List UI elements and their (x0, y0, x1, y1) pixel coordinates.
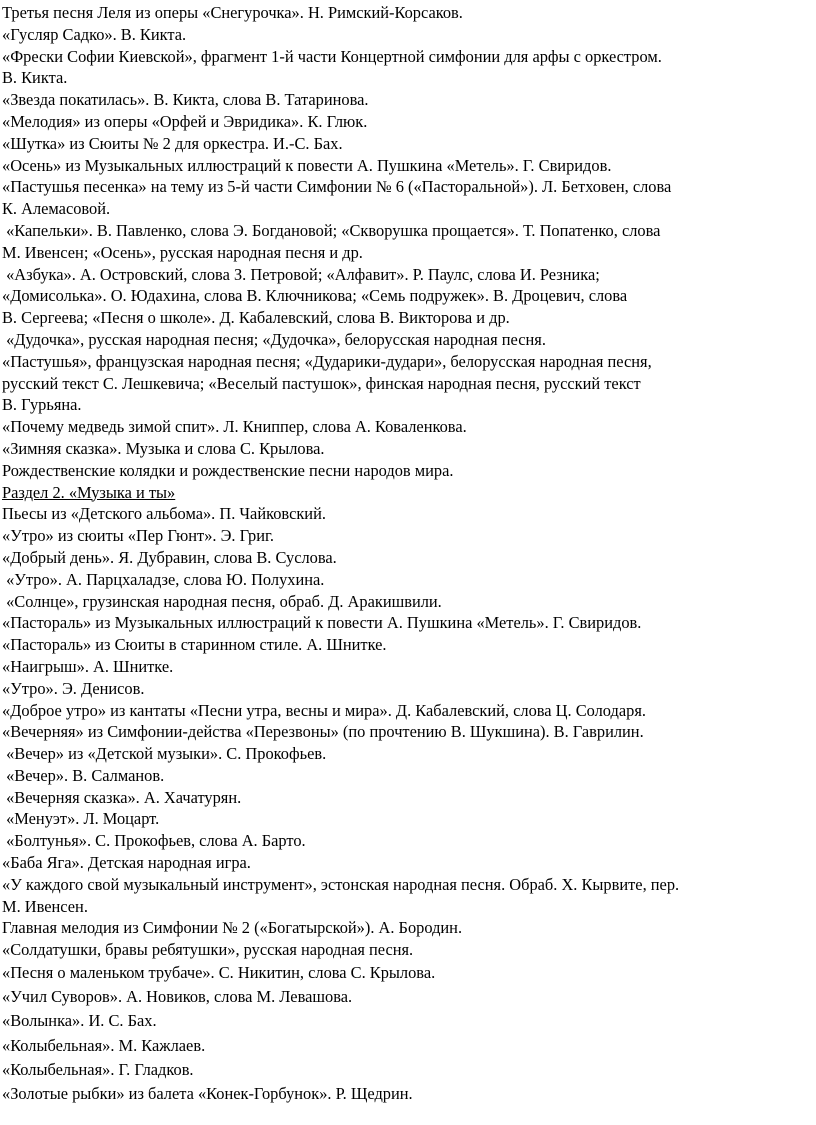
text-line: русский текст С. Лешкевича; «Веселый пастушок», финская народная песня, русский текст (2, 373, 641, 393)
text-line: «Солдатушки, бравы ребятушки», русская народная песня. (2, 940, 414, 960)
section-heading: Раздел 2. «Музыка и ты» (2, 482, 176, 502)
text-line: «Зимняя сказка». Музыка и слова С. Крылова. (2, 438, 325, 458)
text-line: «Волынка». И. С. Бах. (2, 1011, 157, 1031)
text-line: «Почему медведь зимой спит». Л. Книппер, слова А. Коваленкова. (2, 417, 467, 437)
text-line: В. Сергеева; «Песня о школе». Д. Кабалевский, слова В. Викторова и др. (2, 308, 510, 328)
text-line: «Наигрыш». А. Шнитке. (2, 656, 174, 676)
text-line: Рождественские колядки и рождественские песни народов мира. (2, 460, 454, 480)
text-line: М. Ивенсен; «Осень», русская народная песня и др. (2, 242, 363, 262)
text-line: «Пастушья», французская народная песня; «Дударики-дудари», белорусская народная песня, (2, 351, 652, 371)
text-line: «Пастушья песенка» на тему из 5-й части Симфонии № 6 («Пасторальной»). Л. Бетховен, слова (2, 177, 672, 197)
text-line: «Фрески Софии Киевской», фрагмент 1-й части Концертной симфонии для арфы с оркестром. (2, 46, 662, 66)
text-line: «Вечерняя» из Симфонии-действа «Перезвоны» (по прочтению В. Шукшина). В. Гаврилин. (2, 722, 644, 742)
text-line: «Колыбельная». М. Кажлаев. (2, 1035, 206, 1055)
text-line: «Вечерняя сказка». А. Хачатурян. (2, 787, 242, 807)
text-line: К. Алемасовой. (2, 199, 111, 219)
text-line: «Утро» из сюиты «Пер Гюнт». Э. Григ. (2, 526, 274, 546)
text-line: «Азбука». А. Островский, слова З. Петровой; «Алфавит». Р. Паулс, слова И. Резника; (2, 264, 600, 284)
text-line: «Учил Суворов». А. Новиков, слова М. Левашова. (2, 987, 353, 1007)
text-line: Пьесы из «Детского альбома». П. Чайковский. (2, 504, 326, 524)
text-line: «Утро». Э. Денисов. (2, 678, 145, 698)
text-line: «Осень» из Музыкальных иллюстраций к повести А. Пушкина «Метель». Г. Свиридов. (2, 155, 612, 175)
text-line: Третья песня Леля из оперы «Снегурочка». Н. Римский-Корсаков. (2, 3, 463, 22)
text-line: «Шутка» из Сюиты № 2 для оркестра. И.-С. Бах. (2, 133, 343, 153)
text-line: «Звезда покатилась». В. Кикта, слова В. Татаринова. (2, 90, 369, 110)
text-line: «Капельки». В. Павленко, слова Э. Богдановой; «Скворушка прощается». Т. Попатенко, слова (2, 220, 661, 240)
text-line: «Утро». А. Парцхаладзе, слова Ю. Полухина. (2, 569, 325, 589)
text-line: «Мелодия» из оперы «Орфей и Эвридика». К. Глюк. (2, 111, 368, 131)
text-line: «Песня о маленьком трубаче». С. Никитин, слова С. Крылова. (2, 963, 436, 983)
text-line: «Добрый день». Я. Дубравин, слова В. Суслова. (2, 547, 337, 567)
text-line: М. Ивенсен. (2, 896, 88, 916)
text-line: «У каждого свой музыкальный инструмент», эстонская народная песня. Обраб. Х. Кырвите, пер. (2, 874, 680, 894)
text-line: «Вечер». В. Салманов. (2, 765, 165, 785)
text-line: «Пастораль» из Музыкальных иллюстраций к повести А. Пушкина «Метель». Г. Свиридов. (2, 613, 642, 633)
text-line: Главная мелодия из Симфонии № 2 («Богатырской»). А. Бородин. (2, 918, 463, 938)
text-line: В. Гурьяна. (2, 395, 82, 415)
text-line: «Пастораль» из Сюиты в старинном стиле. А. Шнитке. (2, 635, 387, 655)
text-line: «Дудочка», русская народная песня; «Дудочка», белорусская народная песня. (2, 329, 546, 349)
text-line: «Менуэт». Л. Моцарт. (2, 809, 160, 829)
text-line: «Золотые рыбки» из балета «Конек-Горбунок». Р. Щедрин. (2, 1084, 413, 1103)
text-line: «Колыбельная». Г. Гладков. (2, 1059, 194, 1079)
text-line: «Домисолька». О. Юдахина, слова В. Ключникова; «Семь подружек». В. Дроцевич, слова (2, 286, 628, 306)
text-line: «Гусляр Садко». В. Кикта. (2, 24, 187, 44)
text-line: «Солнце», грузинская народная песня, обраб. Д. Аракишвили. (2, 591, 442, 611)
text-line: «Баба Яга». Детская народная игра. (2, 853, 251, 873)
text-line: «Доброе утро» из кантаты «Песни утра, весны и мира». Д. Кабалевский, слова Ц. Солодаря. (2, 700, 646, 720)
text-line: В. Кикта. (2, 68, 68, 88)
text-line: «Болтунья». С. Прокофьев, слова А. Барто. (2, 831, 306, 851)
text-line: «Вечер» из «Детской музыки». С. Прокофьев. (2, 744, 327, 764)
